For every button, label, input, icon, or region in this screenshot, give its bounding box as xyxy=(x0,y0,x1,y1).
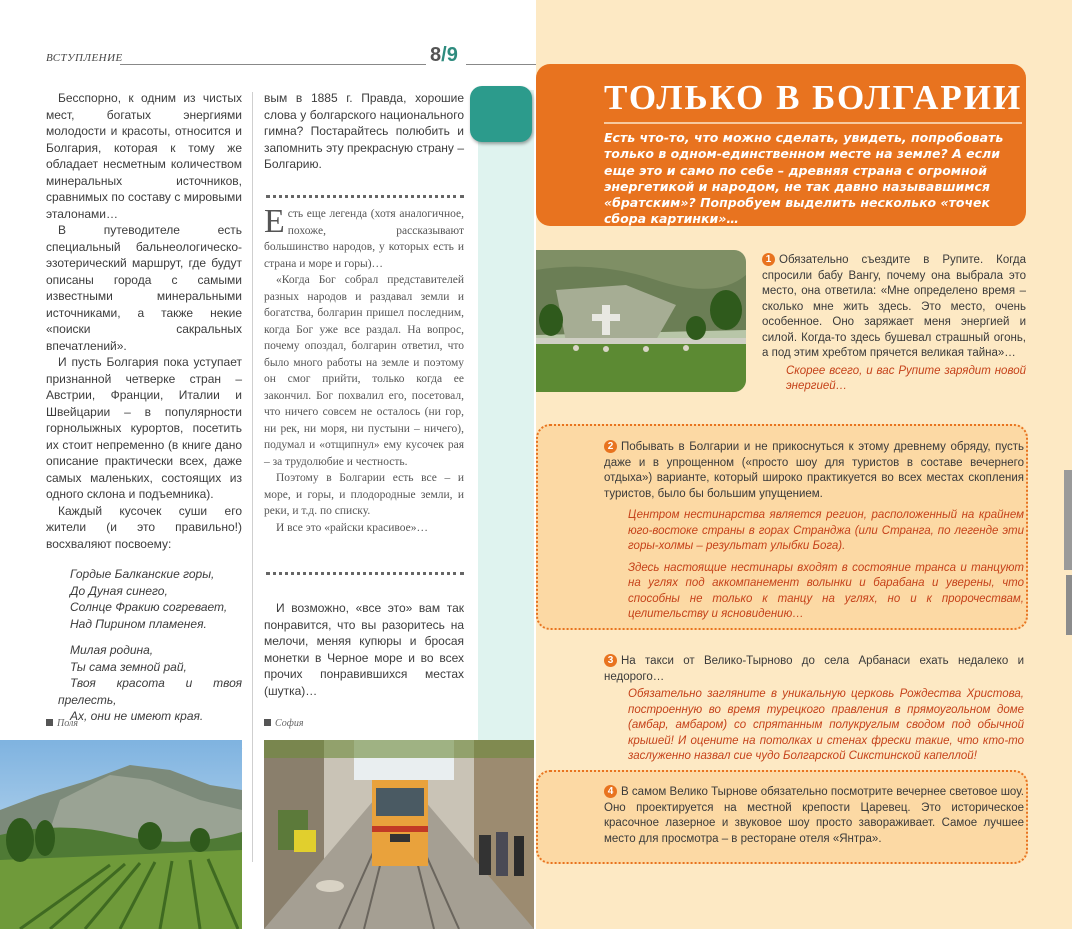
left-column-2 xyxy=(264,90,464,173)
page-edge-tab xyxy=(1064,470,1072,570)
fields-mountain-photo xyxy=(0,740,242,929)
poem-line: До Дуная синего, xyxy=(70,583,168,598)
page-tab-marker xyxy=(470,86,532,142)
header-rule xyxy=(120,64,426,65)
poem-line: Гордые Балканские горы, xyxy=(70,567,215,581)
legend-story: «Когда Бог собрал представителей разных народов и раздавал земли и богатства, болгарин пришел последним, когда Бог уже все раздал. На вопрос, почему опоздал, болгарин ответил, что было много работы на земле и поэтому он смог прийти, только когда ее закончил. Бог похвалил его, посетовал, что ничего совсем не осталось (ни гор, ни рек, ни моря, ни пустыни – ничего), подумал и «отщипнул» ему кусочек рая – за трудолюбие и честность. xyxy=(264,274,464,468)
paragraph: Каждый кусочек суши его жители (и это правильно!) восхваляют посвоему: xyxy=(46,503,242,551)
page-slash: / xyxy=(441,44,447,66)
legend-end: И все это «райски красивое»… xyxy=(276,521,428,534)
tip-1-note: Скорее всего, и вас Рупите зарядит новой энергией… xyxy=(786,364,1026,392)
poem-line: Ах, они не имеют края. xyxy=(70,709,204,723)
drop-cap: Е xyxy=(264,203,285,240)
paragraph: И пусть Болгария пока уступает признанной четверке стран – Австрии, Франции, Италии и Швейцарии – в популярности горнолыжных курортов, посетить их стоит непременно (в книге дано описание практически всех, даже самых маленьких, состоящих из одного склона и подъемника). xyxy=(46,355,242,501)
tip-3-text: 3 На такси от Велико-Тырново до села Арбанаси ехать недалеко и недорого… xyxy=(604,655,1024,683)
left-column-1 xyxy=(46,90,242,786)
paragraph: И возможно, «все это» вам так понравится, что вы разоритесь на мелочи, меняя купюры и бросая монетки в Черное море и во всех прочих понравившихся местах (шутка)… xyxy=(264,601,464,698)
tip-3 xyxy=(604,654,1024,765)
section-header: ВСТУПЛЕНИЕ xyxy=(46,52,123,64)
tip-3-note: Обязательно загляните в уникальную церковь Рождества Христова, построенную во время турецкого правления в прямоугольном доме (амбар, амбаром) со спрятанным полукруглым сводом под обычной крышей! И оцените на потолках и стенах фрески такие, что кто-то заслуженно назвал сие чудо Болгарской Сикстинской капеллой! xyxy=(628,688,1024,762)
rupite-photo xyxy=(536,250,746,392)
tip-1-text: 1 Обязательно съездите в Рупите. Когда спросили бабу Вангу, почему она выбрала это место, она ответила: «Мне определено время – сколько мне жить здесь. Это место, очень особенное. Оно заряжает меня энергией и силой. Когда-то здесь бушевал страшный огонь, а под этим хребтом прячется великая тайна»… xyxy=(762,254,1026,359)
poem-line: Солнце Фракию согревает, xyxy=(70,600,228,614)
tip-1 xyxy=(762,253,1026,395)
page-numbers xyxy=(430,44,458,67)
poem-line: Ты сама земной рай, xyxy=(70,659,187,674)
page-title: ТОЛЬКО В БОЛГАРИИ xyxy=(604,78,1023,117)
page-left-number: 8 xyxy=(430,44,442,66)
legend-moral: Поэтому в Болгарии есть все – и море, и горы, и плодородные земли, и реки, и т.д. по списку. xyxy=(264,472,464,517)
intro-text: Есть что-то, что можно сделать, увидеть, попробовать только в одном-единственном месте на земле? А если еще это и само по себе – древняя страна с огромной энергетикой и народом, не так давно называвшимся «братским»? Попробуем выделить несколько «точек сбора картинки»… xyxy=(604,130,1004,227)
paragraph: В путеводителе есть специальный бальнеологическо-эзотерический маршрут, где будут описаны города с самыми известными минеральными источниками, а также некие «поиски сакральных впечатлений». xyxy=(46,223,242,353)
left-column-2-end xyxy=(264,600,464,699)
number-badge: 4 xyxy=(604,785,617,798)
photo-caption-fields: Поля xyxy=(46,718,78,729)
tip-2-note-2: Здесь настоящие нестинары входят в состояние транса и танцуют на углях под аккомпанемент волынки и барабана и уверены, что способны не только к танцу на углях, но и к пророчествам, целительству и ясновидению… xyxy=(628,561,1024,620)
column-separator xyxy=(252,92,253,862)
number-badge: 2 xyxy=(604,440,617,453)
tip-2-text: 2 Побывать в Болгарии и не прикоснуться к этому древнему обряду, пусть даже и в упрощенном («просто шоу для туристов в составе вечернего отдыха») варианте, который широко практикуется во всех местах скопления туристов, было бы большим упущением. xyxy=(604,441,1024,500)
page-right-number: 9 xyxy=(446,44,458,66)
paragraph: Бесспорно, к одним из чистых мест, богатых энергиями молодости и красоты, относится и Болгария, которая к тому же обладает несметным количеством минеральных источников, сравнимых по составу с мировыми эталонами… xyxy=(46,91,242,221)
legend-box xyxy=(264,203,464,536)
poem-line: Твоя красота и твоя прелесть, xyxy=(58,676,242,707)
legend-dotted-rule-bottom xyxy=(266,572,464,575)
number-badge: 1 xyxy=(762,253,775,266)
legend-dotted-rule-top xyxy=(266,195,464,198)
number-badge: 3 xyxy=(604,654,617,667)
poem-line: Милая родина, xyxy=(70,643,154,657)
tip-4-text: 4 В самом Велико Тырнове обязательно посмотрите вечернее световое шоу. Оно проектируется на местной крепости Царевец. Это историческое красочное лазерное и звуковое шоу просто завораживает. Самое лучшее место для просмотра – в ресторане отеля «Янтра». xyxy=(604,786,1024,845)
photo-caption-sofia: София xyxy=(264,718,304,729)
sofia-tram-photo xyxy=(264,740,534,929)
teal-margin-strip xyxy=(478,90,534,745)
tip-4 xyxy=(604,785,1024,847)
title-underline xyxy=(604,122,1022,124)
poem-line: Над Пирином пламенея. xyxy=(70,616,207,631)
page-edge-tab-2 xyxy=(1066,575,1072,635)
paragraph: вым в 1885 г. Правда, хорошие слова у болгарского национального гимна? Постарайтесь полюбить и запомнить эту прекрасную страну – Болгарию. xyxy=(264,91,464,171)
tip-2-note-1: Центром нестинарства является регион, расположенный на крайнем юго-востоке страны в горах Странджа (или Странга, по легенде эти горы-холмы – результат улыбки Бога). xyxy=(628,509,1024,552)
legend-intro: сть еще легенда (хотя аналогичное, похоже, рассказывают большинство народов, у которых есть и страна и море и горы)… xyxy=(264,208,464,270)
tip-2 xyxy=(604,440,1024,623)
header-rule-right xyxy=(466,64,536,65)
